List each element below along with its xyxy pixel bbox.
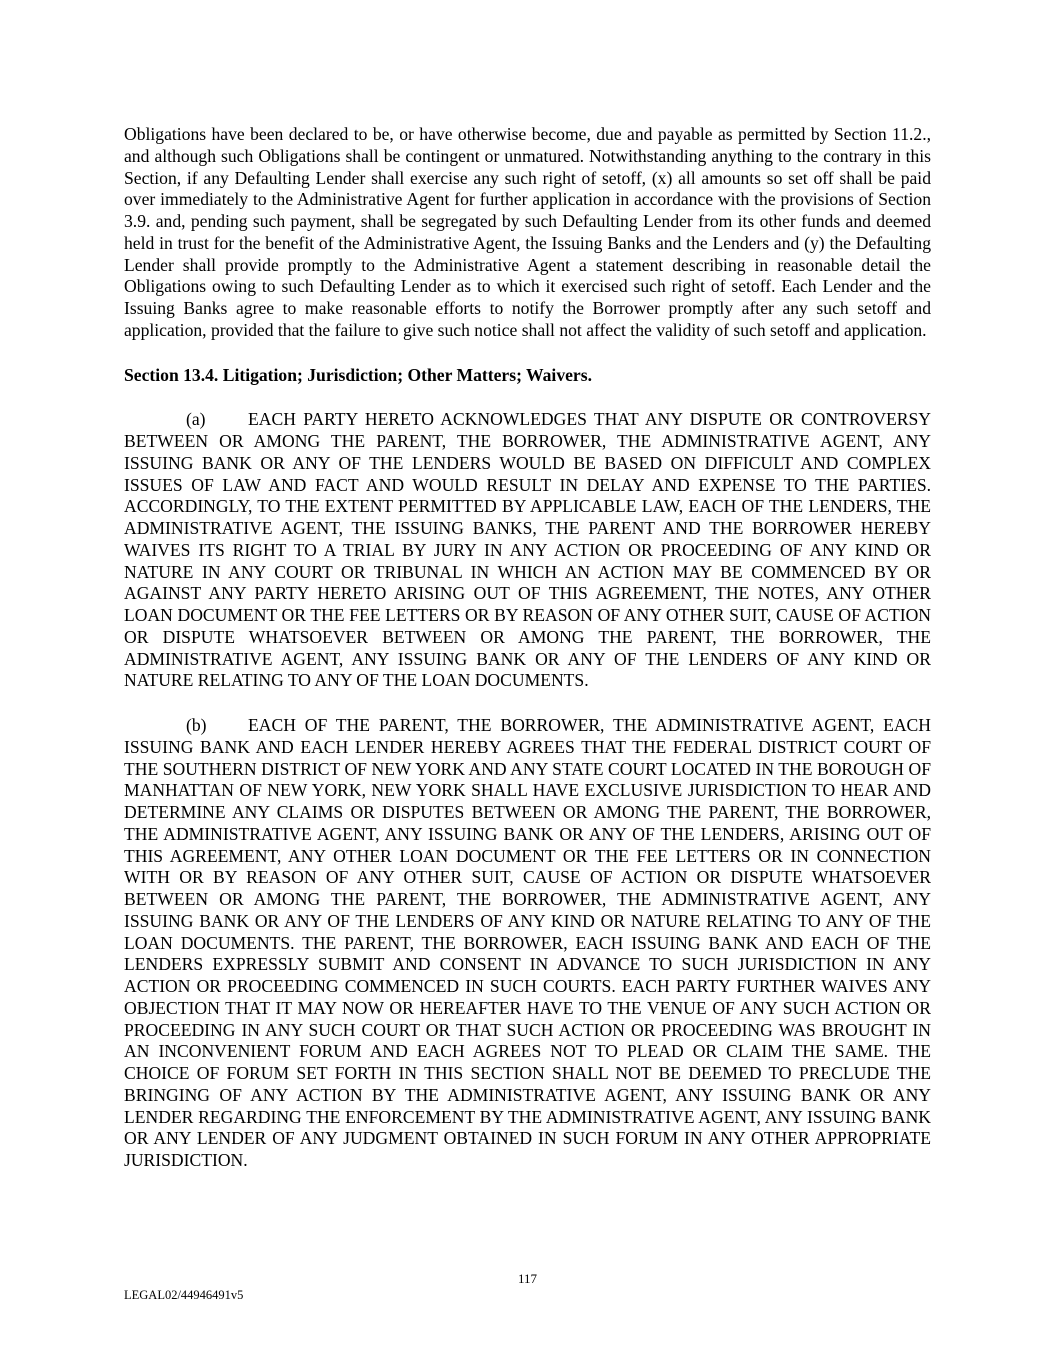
continuation-paragraph: Obligations have been declared to be, or have otherwise become, due and payable as permitted by Section 11.2., and although such Obligations shall be contingent or unmatured. Notwithstanding anything to the contrary in this Section, if any Defaulting Lender shall exercise any such right of setoff, (x) all amounts so set off shall be paid over immediately to the Administrative Agent for further application in accordance with the provisions of Section 3.9. and, pending such payment, shall be segregated by such Defaulting Lender from its other funds and deemed held in trust for the benefit of the Administrative Agent, the Issuing Banks and the Lenders and (y) the Defaulting Lender shall provide promptly to the Administrative Agent a statement describing in reasonable detail the Obligations owing to such Defaulting Lender as to which it exercised such right of setoff. Each Lender and the Issuing Banks agree to make reasonable efforts to notify the Borrower promptly after any such setoff and application, provided that the failure to give such notice shall not affect the validity of such setoff and application. <box>124 124 931 340</box>
clause-b <box>124 715 931 1172</box>
page-body <box>124 124 931 1172</box>
clause-a-label: (a) <box>186 409 206 430</box>
page-number: 117 <box>517 1271 538 1286</box>
document-id: LEGAL02/44946491v5 <box>124 1288 244 1302</box>
clause-a-text: EACH PARTY HERETO ACKNOWLEDGES THAT ANY DISPUTE OR CONTROVERSY BETWEEN OR AMONG THE PARENT, THE BORROWER, THE ADMINISTRATIVE AGENT, ANY ISSUING BANK OR ANY OF THE LENDERS WOULD BE BASED ON DIFFICULT AND COMPLEX ISSUES OF LAW AND FACT AND WOULD RESULT IN DELAY AND EXPENSE TO THE PARTIES. ACCORDINGLY, TO THE EXTENT PERMITTED BY APPLICABLE LAW, EACH OF THE LENDERS, THE ADMINISTRATIVE AGENT, THE ISSUING BANKS, THE PARENT AND THE BORROWER HEREBY WAIVES ITS RIGHT TO A TRIAL BY JURY IN ANY ACTION OR PROCEEDING OF ANY KIND OR NATURE IN ANY COURT OR TRIBUNAL IN WHICH AN ACTION MAY BE COMMENCED BY OR AGAINST ANY PARTY HERETO ARISING OUT OF THIS AGREEMENT, THE NOTES, ANY OTHER LOAN DOCUMENT OR THE FEE LETTERS OR BY REASON OF ANY OTHER SUIT, CAUSE OF ACTION OR DISPUTE WHATSOEVER BETWEEN OR AMONG THE PARENT, THE BORROWER, THE ADMINISTRATIVE AGENT, ANY ISSUING BANK OR ANY OF THE LENDERS OF ANY KIND OR NATURE RELATING TO ANY OF THE LOAN DOCUMENTS. <box>124 409 931 691</box>
clause-b-label: (b) <box>186 715 207 735</box>
clause-a <box>124 409 931 692</box>
section-heading: Section 13.4. Litigation; Jurisdiction; Other Matters; Waivers. <box>124 364 592 385</box>
clause-b-text: EACH OF THE PARENT, THE BORROWER, THE ADMINISTRATIVE AGENT, EACH ISSUING BANK AND EACH LENDER HEREBY AGREES THAT THE FEDERAL DISTRICT COURT OF THE SOUTHERN DISTRICT OF NEW YORK AND ANY STATE COURT LOCATED IN THE BOROUGH OF MANHATTAN OF NEW YORK, NEW YORK SHALL HAVE EXCLUSIVE JURISDICTION TO HEAR AND DETERMINE ANY CLAIMS OR DISPUTES BETWEEN OR AMONG THE PARENT, THE BORROWER, THE ADMINISTRATIVE AGENT, ANY ISSUING BANK OR ANY OF THE LENDERS, ARISING OUT OF THIS AGREEMENT, ANY OTHER LOAN DOCUMENT OR THE FEE LETTERS OR IN CONNECTION WITH OR BY REASON OF ANY OTHER SUIT, CAUSE OF ACTION OR DISPUTE WHATSOEVER BETWEEN OR AMONG THE PARENT, THE BORROWER, THE ADMINISTRATIVE AGENT, ANY ISSUING BANK OR ANY OF THE LENDERS OF ANY KIND OR NATURE RELATING TO ANY OF THE LOAN DOCUMENTS. THE PARENT, THE BORROWER, EACH ISSUING BANK AND EACH OF THE LENDERS EXPRESSLY SUBMIT AND CONSENT IN ADVANCE TO SUCH JURISDICTION IN ANY ACTION OR PROCEEDING COMMENCED IN SUCH COURTS. EACH PARTY FURTHER WAIVES ANY OBJECTION THAT IT MAY NOW OR HEREAFTER HAVE TO THE VENUE OF ANY SUCH ACTION OR PROCEEDING IN ANY SUCH COURT OR THAT SUCH ACTION OR PROCEEDING WAS BROUGHT IN AN INCONVENIENT FORUM AND EACH AGREES NOT TO PLEAD OR CLAIM THE SAME. THE CHOICE OF FORUM SET FORTH IN THIS SECTION SHALL NOT BE DEEMED TO PRECLUDE THE BRINGING OF ANY ACTION BY THE ADMINISTRATIVE AGENT, ANY ISSUING BANK OR ANY LENDER REGARDING THE ENFORCEMENT BY THE ADMINISTRATIVE AGENT, ANY ISSUING BANK OR ANY LENDER OF ANY JUDGMENT OBTAINED IN SUCH FORUM IN ANY OTHER APPROPRIATE JURISDICTION. <box>124 715 931 1170</box>
